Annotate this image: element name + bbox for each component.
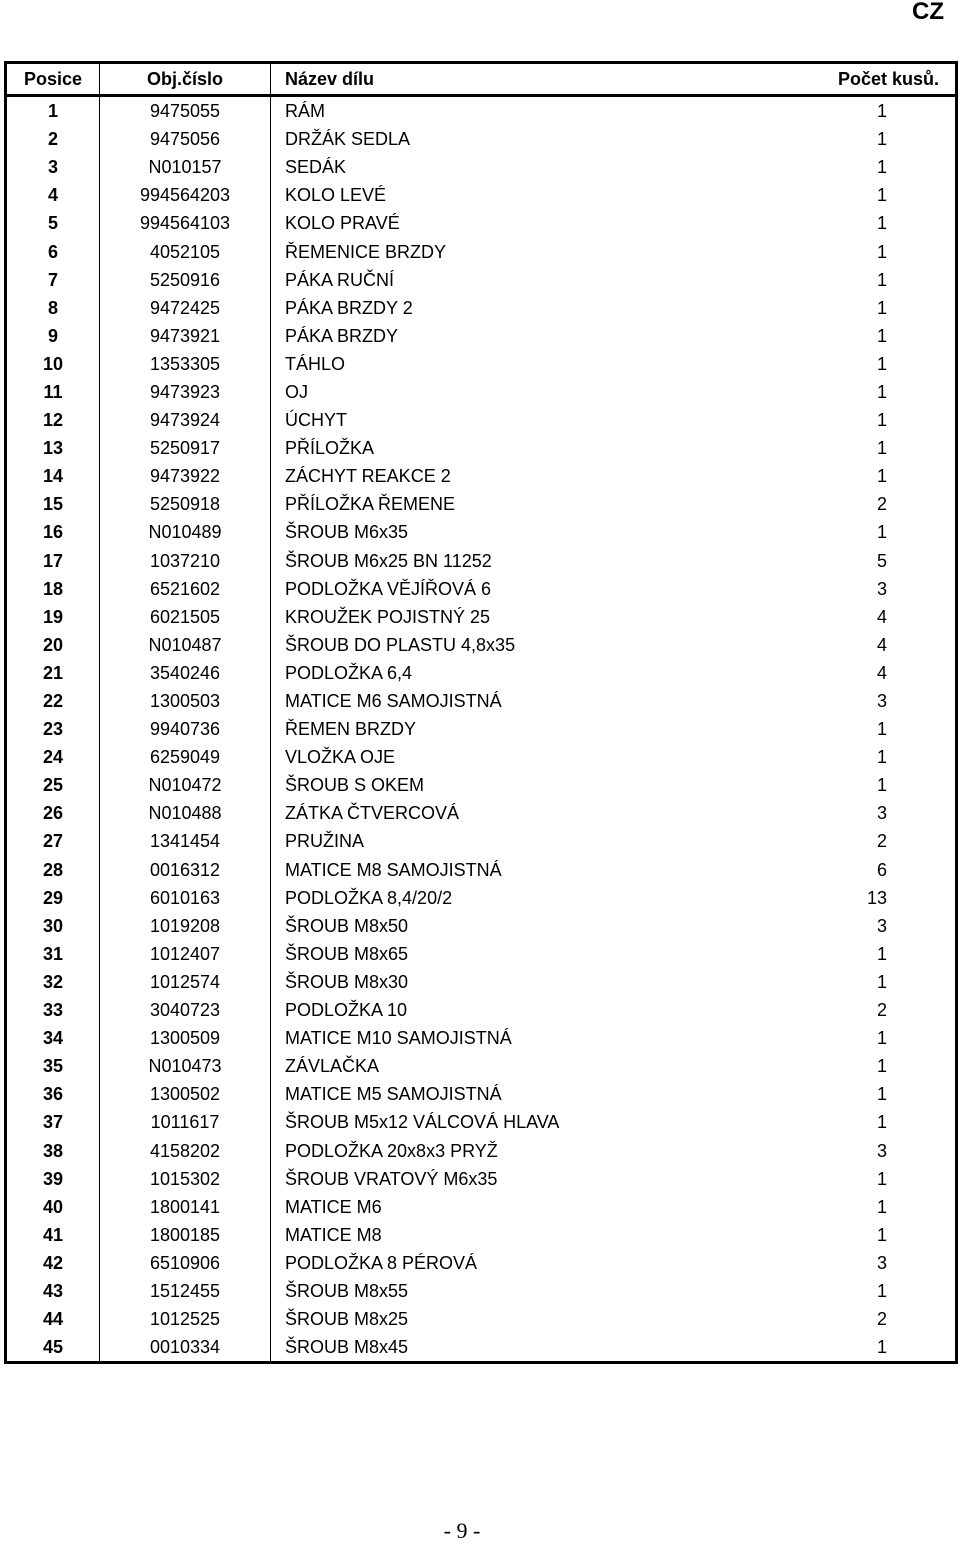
- cell-quantity: 1: [876, 1084, 887, 1105]
- cell-order-number: 3540246: [100, 659, 271, 687]
- cell-order-number: N010487: [100, 631, 271, 659]
- cell-order-number: N010472: [100, 771, 271, 799]
- cell-position: 20: [6, 631, 100, 659]
- cell-order-number: N010473: [100, 1052, 271, 1080]
- cell-quantity: 1: [876, 1280, 887, 1301]
- cell-quantity: 2: [876, 494, 887, 515]
- cell-position: 8: [6, 294, 100, 322]
- cell-order-number: 994564203: [100, 181, 271, 209]
- cell-quantity: 1: [876, 410, 887, 431]
- page-number: - 9 -: [443, 1518, 481, 1543]
- cell-quantity: 1: [876, 1056, 887, 1077]
- table-row: [6, 294, 957, 322]
- parts-table-header: [6, 63, 957, 96]
- cell-quantity: 1: [876, 971, 887, 992]
- cell-part-name: RÁM: [285, 101, 325, 122]
- cell-part-name: PŘÍLOŽKA: [285, 438, 375, 459]
- table-row: [6, 1193, 957, 1221]
- table-row: [6, 631, 957, 659]
- cell-position: 13: [6, 434, 100, 462]
- cell-position: 17: [6, 547, 100, 575]
- cell-position: 42: [6, 1249, 100, 1277]
- table-row: [6, 209, 957, 237]
- cell-quantity: 3: [876, 691, 887, 712]
- table-row: [6, 968, 957, 996]
- cell-order-number: 1011617: [100, 1108, 271, 1136]
- cell-order-number: 1341454: [100, 827, 271, 855]
- table-row: [6, 406, 957, 434]
- cell-position: 31: [6, 940, 100, 968]
- table-row: [6, 547, 957, 575]
- cell-quantity: 1: [876, 1337, 887, 1358]
- cell-part-name: ZÁVLAČKA: [285, 1056, 380, 1077]
- cell-quantity: 1: [876, 466, 887, 487]
- parts-table: [4, 61, 958, 1364]
- cell-part-name: PODLOŽKA 6,4: [285, 662, 413, 683]
- cell-quantity: 1: [876, 1028, 887, 1049]
- cell-position: 26: [6, 799, 100, 827]
- cell-quantity: 4: [876, 634, 887, 655]
- table-row: [6, 856, 957, 884]
- cell-position: 1: [6, 96, 100, 126]
- cell-quantity: 1: [876, 129, 887, 150]
- cell-part-name: PODLOŽKA 20x8x3 PRYŽ: [285, 1140, 498, 1161]
- cell-order-number: N010488: [100, 799, 271, 827]
- cell-position: 41: [6, 1221, 100, 1249]
- cell-order-number: 1512455: [100, 1277, 271, 1305]
- cell-part-name: KROUŽEK POJISTNÝ 25: [285, 606, 491, 627]
- cell-position: 10: [6, 350, 100, 378]
- table-row: [6, 378, 957, 406]
- cell-quantity: 13: [866, 887, 887, 908]
- header-row: [6, 63, 957, 96]
- cell-position: 43: [6, 1277, 100, 1305]
- cell-order-number: 1300503: [100, 687, 271, 715]
- table-row: [6, 1080, 957, 1108]
- cell-quantity: 1: [876, 353, 887, 374]
- table-row: [6, 350, 957, 378]
- cell-quantity: 2: [876, 1000, 887, 1021]
- cell-position: 19: [6, 603, 100, 631]
- cell-part-name: ŘEMENICE BRZDY: [285, 241, 447, 262]
- cell-quantity: 1: [876, 381, 887, 402]
- language-code: CZ: [912, 0, 944, 25]
- table-row: [6, 1165, 957, 1193]
- table-row: [6, 1249, 957, 1277]
- table-row: [6, 322, 957, 350]
- cell-position: 21: [6, 659, 100, 687]
- cell-quantity: 3: [876, 1252, 887, 1273]
- cell-position: 6: [6, 237, 100, 265]
- cell-part-name: ZÁTKA ČTVERCOVÁ: [285, 803, 460, 824]
- cell-order-number: 9473923: [100, 378, 271, 406]
- table-row: [6, 434, 957, 462]
- table-row: [6, 827, 957, 855]
- cell-position: 32: [6, 968, 100, 996]
- cell-order-number: 1800185: [100, 1221, 271, 1249]
- cell-quantity: 5: [876, 550, 887, 571]
- cell-part-name: PODLOŽKA 10: [285, 1000, 408, 1021]
- cell-position: 4: [6, 181, 100, 209]
- table-row: [6, 940, 957, 968]
- cell-part-name: ŠROUB M8x25: [285, 1309, 409, 1330]
- cell-quantity: 4: [876, 662, 887, 683]
- cell-position: 16: [6, 518, 100, 546]
- cell-order-number: 4052105: [100, 237, 271, 265]
- cell-order-number: 6521602: [100, 575, 271, 603]
- cell-part-name: TÁHLO: [285, 353, 346, 374]
- cell-quantity: 3: [876, 915, 887, 936]
- cell-position: 36: [6, 1080, 100, 1108]
- cell-order-number: 1037210: [100, 547, 271, 575]
- column-header-order-number: Obj.číslo: [100, 63, 271, 96]
- cell-quantity: 1: [876, 438, 887, 459]
- cell-quantity: 1: [876, 775, 887, 796]
- cell-order-number: 3040723: [100, 996, 271, 1024]
- cell-part-name: PŘÍLOŽKA ŘEMENE: [285, 494, 456, 515]
- cell-part-name: SEDÁK: [285, 157, 347, 178]
- cell-order-number: 9475056: [100, 125, 271, 153]
- cell-quantity: 3: [876, 1140, 887, 1161]
- cell-position: 33: [6, 996, 100, 1024]
- cell-order-number: 6010163: [100, 884, 271, 912]
- cell-part-name: OJ: [285, 381, 309, 402]
- cell-part-name: ŠROUB S OKEM: [285, 775, 425, 796]
- table-row: [6, 884, 957, 912]
- cell-part-name: ŠROUB M8x50: [285, 915, 409, 936]
- cell-quantity: 4: [876, 606, 887, 627]
- cell-order-number: 9475055: [100, 96, 271, 126]
- cell-position: 23: [6, 715, 100, 743]
- cell-position: 14: [6, 462, 100, 490]
- cell-quantity: 1: [876, 747, 887, 768]
- cell-position: 15: [6, 490, 100, 518]
- cell-quantity: 1: [876, 1224, 887, 1245]
- table-row: [6, 462, 957, 490]
- table-row: [6, 1108, 957, 1136]
- cell-position: 12: [6, 406, 100, 434]
- table-row: [6, 1305, 957, 1333]
- cell-position: 25: [6, 771, 100, 799]
- cell-position: 2: [6, 125, 100, 153]
- cell-order-number: 4158202: [100, 1136, 271, 1164]
- cell-position: 27: [6, 827, 100, 855]
- cell-part-name: ŠROUB M8x45: [285, 1337, 409, 1358]
- cell-quantity: 1: [876, 325, 887, 346]
- cell-quantity: 1: [876, 157, 887, 178]
- cell-part-name: PÁKA BRZDY: [285, 325, 399, 346]
- cell-position: 11: [6, 378, 100, 406]
- cell-position: 30: [6, 912, 100, 940]
- cell-position: 29: [6, 884, 100, 912]
- column-header-position: Posice: [6, 63, 100, 96]
- cell-order-number: 5250917: [100, 434, 271, 462]
- cell-position: 3: [6, 153, 100, 181]
- cell-order-number: 0010334: [100, 1333, 271, 1363]
- cell-quantity: 1: [876, 522, 887, 543]
- cell-position: 5: [6, 209, 100, 237]
- cell-part-name: ŠROUB M6x25 BN 11252: [285, 550, 492, 571]
- cell-order-number: 1012525: [100, 1305, 271, 1333]
- table-row: [6, 96, 957, 126]
- cell-quantity: 6: [876, 859, 887, 880]
- table-row: [6, 153, 957, 181]
- cell-order-number: 1300502: [100, 1080, 271, 1108]
- cell-part-name: MATICE M5 SAMOJISTNÁ: [285, 1084, 502, 1105]
- cell-part-name: DRŽÁK SEDLA: [285, 129, 411, 150]
- cell-position: 38: [6, 1136, 100, 1164]
- table-row: [6, 996, 957, 1024]
- cell-part-name: ŠROUB M5x12 VÁLCOVÁ HLAVA: [285, 1112, 560, 1133]
- cell-part-name: PODLOŽKA 8 PÉROVÁ: [285, 1252, 478, 1273]
- cell-quantity: 3: [876, 803, 887, 824]
- cell-position: 24: [6, 743, 100, 771]
- table-row: [6, 659, 957, 687]
- table-row: [6, 1221, 957, 1249]
- cell-order-number: 1300509: [100, 1024, 271, 1052]
- column-header-part-name: Název dílu: [271, 63, 786, 96]
- cell-part-name: PODLOŽKA VĚJÍŘOVÁ 6: [285, 578, 492, 599]
- cell-order-number: 0016312: [100, 856, 271, 884]
- cell-order-number: 1800141: [100, 1193, 271, 1221]
- table-row: [6, 1136, 957, 1164]
- cell-order-number: 1012407: [100, 940, 271, 968]
- cell-quantity: 1: [876, 185, 887, 206]
- cell-quantity: 1: [876, 213, 887, 234]
- cell-quantity: 1: [876, 241, 887, 262]
- cell-order-number: 5250918: [100, 490, 271, 518]
- table-row: [6, 490, 957, 518]
- cell-quantity: 1: [876, 101, 887, 122]
- cell-part-name: PODLOŽKA 8,4/20/2: [285, 887, 453, 908]
- cell-order-number: 1353305: [100, 350, 271, 378]
- table-row: [6, 181, 957, 209]
- table-row: [6, 1277, 957, 1305]
- table-row: [6, 743, 957, 771]
- cell-order-number: 6021505: [100, 603, 271, 631]
- table-row: [6, 687, 957, 715]
- cell-order-number: 5250916: [100, 266, 271, 294]
- cell-position: 44: [6, 1305, 100, 1333]
- cell-position: 40: [6, 1193, 100, 1221]
- cell-order-number: 1019208: [100, 912, 271, 940]
- table-row: [6, 125, 957, 153]
- cell-quantity: 1: [876, 269, 887, 290]
- cell-part-name: MATICE M10 SAMOJISTNÁ: [285, 1028, 512, 1049]
- cell-quantity: 2: [876, 1309, 887, 1330]
- cell-part-name: VLOŽKA OJE: [285, 747, 396, 768]
- cell-order-number: 9472425: [100, 294, 271, 322]
- cell-position: 45: [6, 1333, 100, 1363]
- cell-order-number: N010489: [100, 518, 271, 546]
- cell-part-name: ŘEMEN BRZDY: [285, 719, 417, 740]
- cell-position: 39: [6, 1165, 100, 1193]
- parts-table-body: [6, 96, 957, 1363]
- table-row: [6, 1052, 957, 1080]
- table-row: [6, 237, 957, 265]
- cell-part-name: KOLO LEVÉ: [285, 185, 387, 206]
- cell-part-name: MATICE M6 SAMOJISTNÁ: [285, 691, 502, 712]
- cell-quantity: 3: [876, 578, 887, 599]
- cell-quantity: 1: [876, 1196, 887, 1217]
- cell-position: 22: [6, 687, 100, 715]
- cell-part-name: ŠROUB M8x30: [285, 971, 409, 992]
- cell-order-number: 9473924: [100, 406, 271, 434]
- cell-quantity: 1: [876, 719, 887, 740]
- cell-part-name: PÁKA RUČNÍ: [285, 269, 395, 290]
- cell-part-name: MATICE M8 SAMOJISTNÁ: [285, 859, 502, 880]
- cell-order-number: 994564103: [100, 209, 271, 237]
- cell-part-name: ŠROUB M8x65: [285, 943, 409, 964]
- cell-part-name: MATICE M8: [285, 1224, 382, 1245]
- table-row: [6, 575, 957, 603]
- cell-part-name: PRUŽINA: [285, 831, 365, 852]
- table-row: [6, 1333, 957, 1363]
- cell-position: 35: [6, 1052, 100, 1080]
- cell-part-name: ŠROUB M8x55: [285, 1280, 409, 1301]
- cell-position: 37: [6, 1108, 100, 1136]
- cell-position: 7: [6, 266, 100, 294]
- cell-quantity: 2: [876, 831, 887, 852]
- cell-part-name: ŠROUB VRATOVÝ M6x35: [285, 1168, 498, 1189]
- table-row: [6, 799, 957, 827]
- table-row: [6, 1024, 957, 1052]
- cell-part-name: ÚCHYT: [285, 410, 347, 431]
- cell-quantity: 1: [876, 1168, 887, 1189]
- cell-part-name: ŠROUB M6x35: [285, 522, 409, 543]
- cell-part-name: ŠROUB DO PLASTU 4,8x35: [285, 634, 516, 655]
- column-header-quantity: Počet kusů.: [785, 63, 957, 96]
- table-row: [6, 912, 957, 940]
- table-row: [6, 518, 957, 546]
- cell-order-number: 1015302: [100, 1165, 271, 1193]
- table-row: [6, 771, 957, 799]
- cell-quantity: 1: [876, 1112, 887, 1133]
- cell-order-number: N010157: [100, 153, 271, 181]
- cell-order-number: 9473921: [100, 322, 271, 350]
- table-row: [6, 715, 957, 743]
- cell-order-number: 6510906: [100, 1249, 271, 1277]
- cell-position: 9: [6, 322, 100, 350]
- cell-quantity: 1: [876, 943, 887, 964]
- cell-part-name: KOLO PRAVÉ: [285, 213, 400, 234]
- cell-order-number: 1012574: [100, 968, 271, 996]
- cell-part-name: MATICE M6: [285, 1196, 382, 1217]
- cell-position: 28: [6, 856, 100, 884]
- cell-order-number: 9940736: [100, 715, 271, 743]
- cell-part-name: PÁKA BRZDY 2: [285, 297, 413, 318]
- cell-order-number: 6259049: [100, 743, 271, 771]
- table-row: [6, 266, 957, 294]
- cell-order-number: 9473922: [100, 462, 271, 490]
- cell-part-name: ZÁCHYT REAKCE 2: [285, 466, 451, 487]
- table-row: [6, 603, 957, 631]
- cell-quantity: 1: [876, 297, 887, 318]
- cell-position: 34: [6, 1024, 100, 1052]
- cell-position: 18: [6, 575, 100, 603]
